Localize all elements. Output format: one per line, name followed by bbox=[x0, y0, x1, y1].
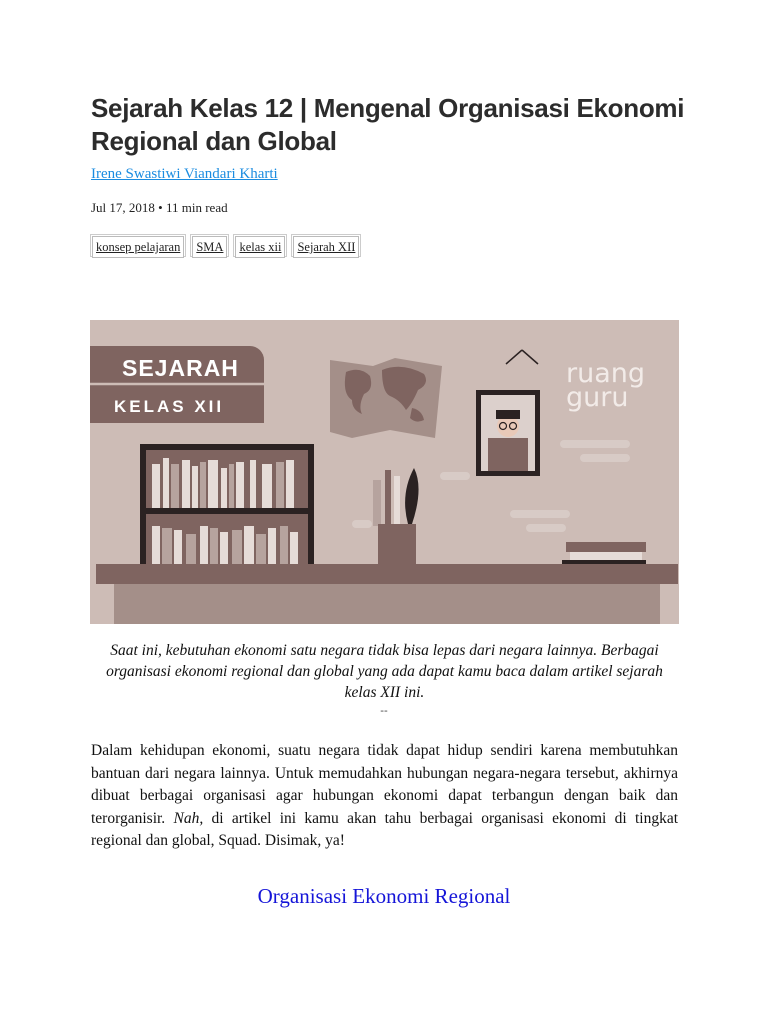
subject-badge bbox=[90, 346, 264, 423]
intro-paragraph bbox=[91, 740, 678, 853]
section-heading: Organisasi Ekonomi Regional bbox=[257, 884, 511, 908]
caption-separator: -- bbox=[380, 704, 388, 717]
hero-illustration bbox=[90, 320, 679, 624]
tag-kelas-xii[interactable]: kelas xii bbox=[235, 236, 285, 258]
tag-konsep-pelajaran[interactable]: konsep pelajaran bbox=[92, 236, 184, 258]
image-caption: Saat ini, kebutuhan ekonomi satu negara tidak bisa lepas dari negara lainnya. Berbagai organisasi ekonomi regional dan global yang ada dapat kamu baca dalam artikel sejarah kelas XII ini. bbox=[106, 642, 663, 701]
world-map-icon bbox=[330, 358, 442, 438]
author-link[interactable]: Irene Swastiwi Viandari Kharti bbox=[91, 166, 278, 182]
brand-line2: guru bbox=[566, 382, 629, 413]
badge-line1: SEJARAH bbox=[122, 355, 239, 381]
tag-list bbox=[90, 234, 361, 257]
desk-icon bbox=[96, 564, 678, 624]
intro-text-part1: Dalam kehidupan ekonomi, suatu negara tidak dapat hidup sendiri karena membutuhkan bantuan dari negara lainnya. Untuk memudahkan hubungan negara-negara tersebut, akhirnya dibuat berbagai organisasi agar hubungan ekonomi dapat terbangun dengan baik dan terorganisir. bbox=[91, 742, 678, 827]
pen-holder-icon bbox=[373, 468, 419, 564]
tag-sejarah-xii[interactable]: Sejarah XII bbox=[293, 236, 359, 258]
badge-line2: KELAS XII bbox=[114, 397, 225, 416]
article-title: Sejarah Kelas 12 | Mengenal Organisasi Ekonomi Regional dan Global bbox=[91, 93, 685, 156]
bookshelf-icon bbox=[140, 444, 314, 580]
intro-text-part2: di artikel ini kamu akan tahu berbagai organisasi ekonomi di tingkat regional dan global, Squad. Disimak, ya! bbox=[91, 809, 679, 849]
intro-emphasis: Nah, bbox=[173, 809, 204, 827]
article-meta: Jul 17, 2018 • 11 min read bbox=[91, 200, 228, 215]
brand-line1: ruang bbox=[566, 358, 646, 389]
tag-sma[interactable]: SMA bbox=[192, 236, 227, 258]
